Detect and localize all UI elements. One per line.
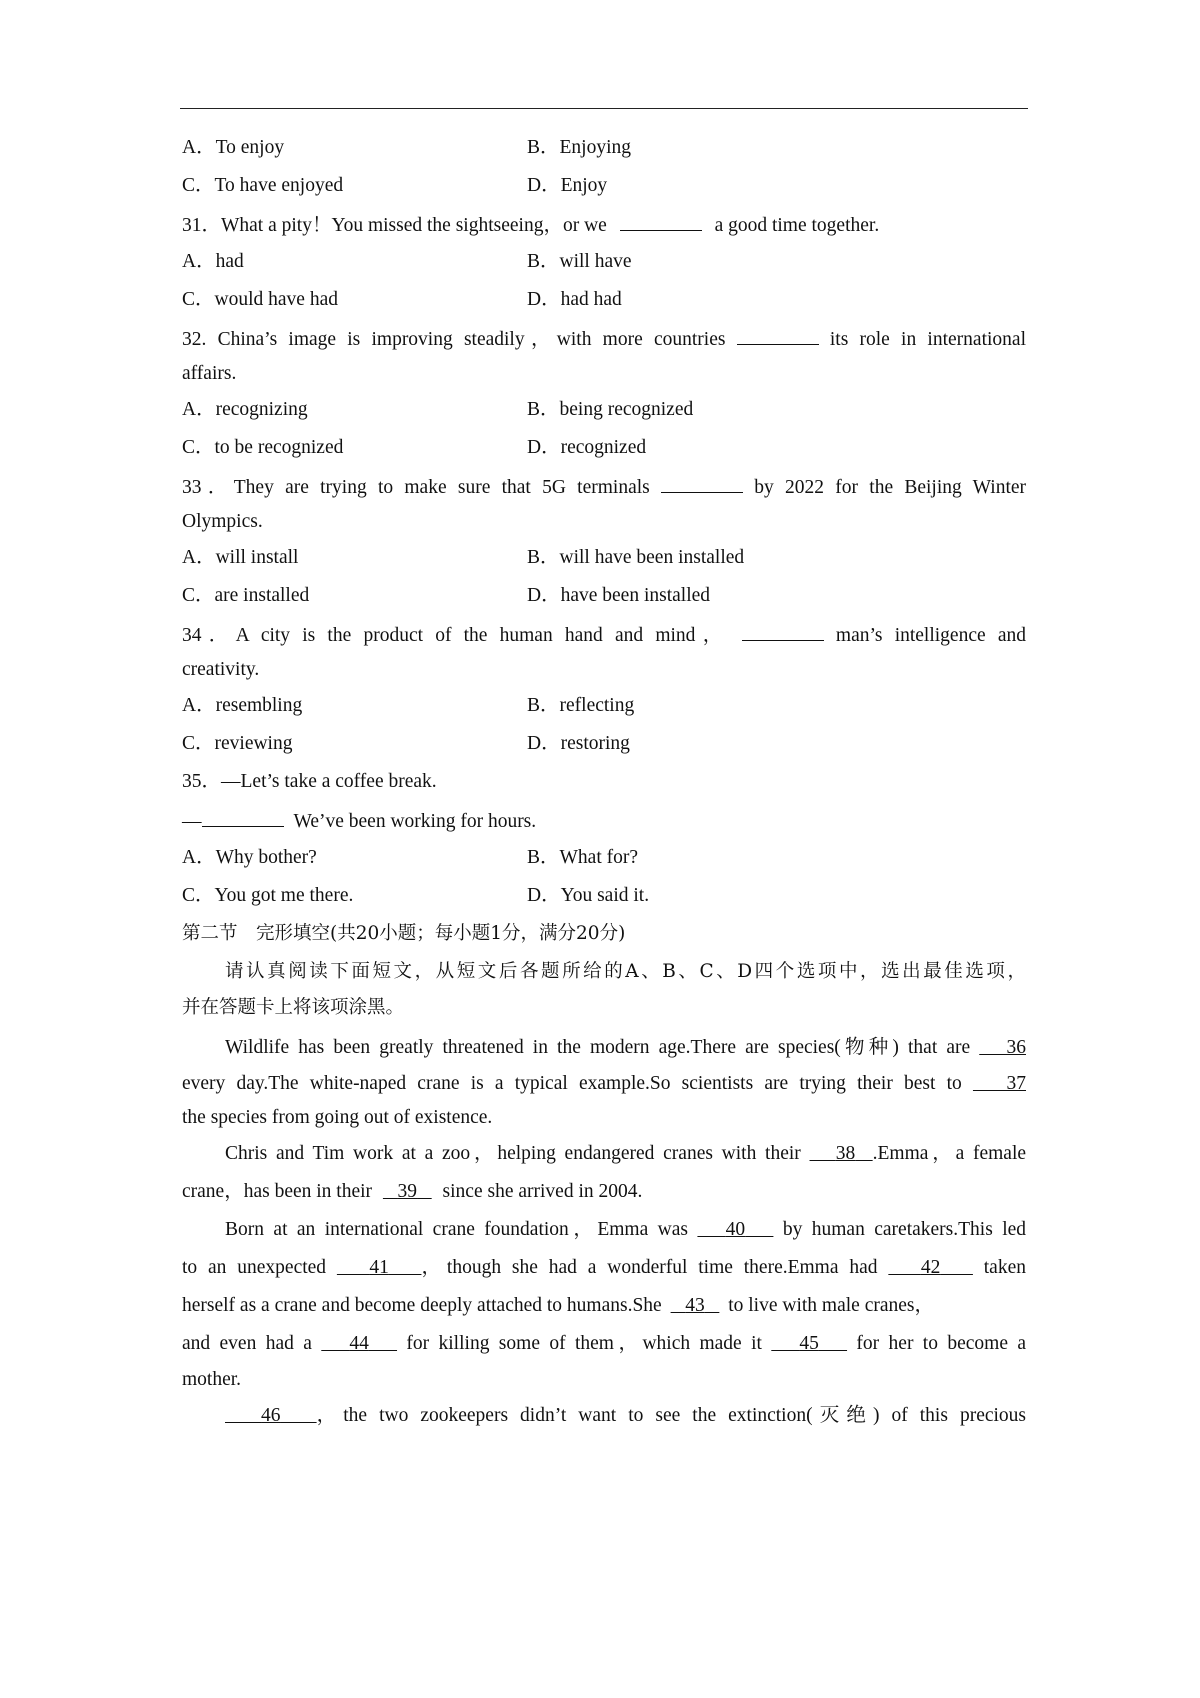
q32-stem: 32. China’s image is improving steadily，with more countries its role in international bbox=[182, 326, 1026, 352]
q33-answer-blank[interactable] bbox=[661, 474, 743, 493]
q32-answer-blank[interactable] bbox=[737, 326, 819, 345]
q30-option-d[interactable]: D．Enjoy bbox=[527, 175, 608, 196]
q32-option-d[interactable]: D．recognized bbox=[527, 437, 647, 458]
q35-option-d[interactable]: D．You said it. bbox=[527, 885, 650, 906]
q31-stem: 31．What a pity！You missed the sightseeing，or we a good time together. bbox=[182, 212, 1026, 238]
q32-stem-continued: affairs. bbox=[182, 363, 237, 384]
q35-option-c[interactable]: C．You got me there. bbox=[182, 885, 354, 906]
q32-option-c[interactable]: C．to be recognized bbox=[182, 437, 344, 458]
blank-38[interactable]: 38 bbox=[835, 1143, 856, 1164]
header-rule bbox=[180, 108, 1028, 109]
q31-option-c[interactable]: C．would have had bbox=[182, 289, 338, 310]
q35-stem: 35．—Let’s take a coffee break. bbox=[182, 771, 437, 792]
section-instructions-line-1: 请认真阅读下面短文，从短文后各题所给的A、B、C、D四个选项中，选出最佳选项， bbox=[225, 961, 1026, 982]
passage-p4-line-1: 46 ，the two zookeepers didn’t want to see the extinction(灭绝) of this precious bbox=[182, 1404, 1026, 1428]
q34-answer-blank[interactable] bbox=[742, 622, 824, 641]
passage-p2-line-2: crane，has been in their 39 since she arrived in 2004. bbox=[182, 1181, 643, 1202]
q30-option-b[interactable]: B．Enjoying bbox=[527, 137, 632, 158]
blank-43[interactable]: 43 bbox=[685, 1295, 705, 1316]
blank-40[interactable]: 40 bbox=[725, 1219, 746, 1240]
q31-answer-blank[interactable] bbox=[620, 212, 702, 231]
q31-option-b[interactable]: B．will have bbox=[527, 251, 632, 272]
section-heading: 第二节 完形填空(共20小题；每小题1分，满分20分) bbox=[182, 923, 626, 944]
q33-option-a[interactable]: A．will install bbox=[182, 547, 299, 568]
blank-45[interactable]: 45 bbox=[799, 1333, 819, 1354]
passage-p3-line-4: and even had a 44 for killing some of them，which made it 45 for her to become a bbox=[182, 1333, 1027, 1354]
q33-option-d[interactable]: D．have been installed bbox=[527, 585, 711, 606]
blank-36[interactable]: 36 bbox=[1006, 1037, 1026, 1058]
q30-option-a[interactable]: A．To enjoy bbox=[182, 137, 285, 158]
q34-option-c[interactable]: C．reviewing bbox=[182, 733, 293, 754]
passage-p3-line-3: herself as a crane and become deeply attached to humans.She 43 to live with male cranes， bbox=[182, 1295, 934, 1316]
blank-44[interactable]: 44 bbox=[349, 1333, 369, 1354]
passage-p1-line-1: Wildlife has been greatly threatened in the modern age.There are species(物种) that are 36 bbox=[225, 1037, 1026, 1058]
q33-option-c[interactable]: C．are installed bbox=[182, 585, 310, 606]
q33-stem-continued: Olympics. bbox=[182, 511, 263, 532]
blank-42[interactable]: 42 bbox=[920, 1257, 941, 1278]
q32-option-b[interactable]: B．being recognized bbox=[527, 399, 694, 420]
q35-option-b[interactable]: B．What for? bbox=[527, 847, 639, 868]
q32-option-a[interactable]: A．recognizing bbox=[182, 399, 308, 420]
passage-p3-line-2: to an unexpected 41 ，though she had a wonderful time there.Emma had 42 taken bbox=[182, 1257, 1026, 1278]
q33-option-b[interactable]: B．will have been installed bbox=[527, 547, 745, 568]
passage-p1-line-2: every day.The white-naped crane is a typical example.So scientists are trying their best to 37 bbox=[182, 1073, 1026, 1094]
q35-reply: — We’ve been working for hours. bbox=[182, 808, 1026, 834]
blank-39[interactable]: 39 bbox=[397, 1181, 418, 1202]
q30-option-c[interactable]: C．To have enjoyed bbox=[182, 175, 344, 196]
passage-p1-line-3: the species from going out of existence. bbox=[182, 1107, 493, 1128]
blank-41[interactable]: 41 bbox=[369, 1257, 389, 1278]
blank-46[interactable]: 46 bbox=[261, 1405, 281, 1426]
q31-option-a[interactable]: A．had bbox=[182, 251, 244, 272]
q34-option-b[interactable]: B．reflecting bbox=[527, 695, 635, 716]
q31-option-d[interactable]: D．had had bbox=[527, 289, 622, 310]
q35-option-a[interactable]: A．Why bother? bbox=[182, 847, 317, 868]
q35-answer-blank[interactable] bbox=[202, 808, 284, 827]
blank-37[interactable]: 37 bbox=[1006, 1073, 1026, 1094]
q34-option-a[interactable]: A．resembling bbox=[182, 695, 303, 716]
q34-stem: 34．A city is the product of the human hand and mind， man’s intelligence and bbox=[182, 622, 1026, 648]
q34-option-d[interactable]: D．restoring bbox=[527, 733, 630, 754]
q34-stem-continued: creativity. bbox=[182, 659, 260, 680]
passage-p3-line-1: Born at an international crane foundation，Emma was 40 by human caretakers.This led bbox=[225, 1219, 1027, 1240]
passage-p2-line-1: Chris and Tim work at a zoo，helping endangered cranes with their 38 .Emma，a female bbox=[225, 1143, 1027, 1164]
section-instructions-line-2: 并在答题卡上将该项涂黑。 bbox=[182, 997, 405, 1018]
q33-stem: 33．They are trying to make sure that 5G terminals by 2022 for the Beijing Winter bbox=[182, 474, 1026, 500]
passage-p3-line-5: mother. bbox=[182, 1369, 242, 1390]
